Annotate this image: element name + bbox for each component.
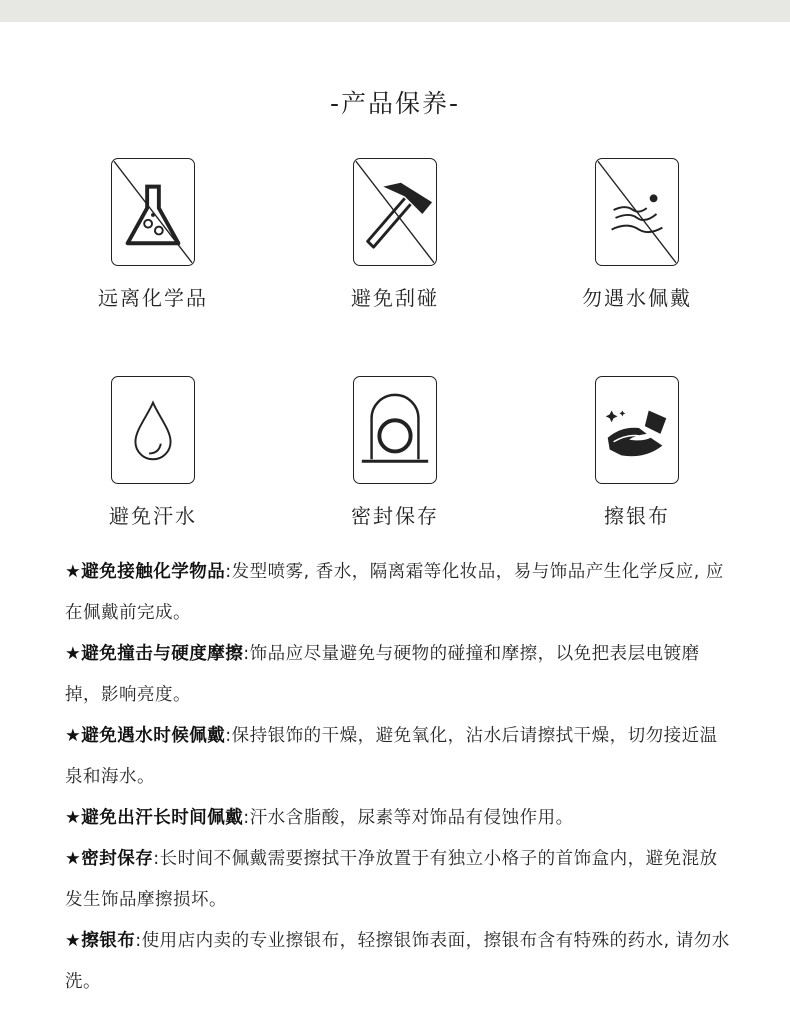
icon-frame bbox=[595, 158, 679, 266]
instruction-paragraph bbox=[65, 552, 730, 634]
card-label: 远离化学品 bbox=[98, 286, 208, 310]
instruction-body: :使用店内卖的专业擦银布，轻擦银饰表面，擦银布含有特殊的药水, 请勿水洗。 bbox=[65, 931, 730, 992]
water-wave-icon bbox=[596, 159, 678, 265]
instruction-heading: ★擦银布 bbox=[65, 931, 136, 951]
care-card-cloth bbox=[517, 376, 757, 529]
icon-frame bbox=[111, 376, 195, 484]
drop-icon bbox=[112, 377, 194, 483]
wipe-cloth-icon bbox=[596, 377, 678, 483]
instruction-body: :饰品应尽量避免与硬物的碰撞和摩擦，以免把表层电镀磨掉，影响亮度。 bbox=[65, 644, 700, 705]
instruction-body: :长时间不佩戴需要擦拭干净放置于有独立小格子的首饰盒内，避免混放发生饰品摩擦损坏。 bbox=[65, 849, 718, 910]
instruction-body: :汗水含脂酸，尿素等对饰品有侵蚀作用。 bbox=[243, 808, 574, 828]
hammer-icon bbox=[354, 159, 436, 265]
card-label: 擦银布 bbox=[604, 504, 670, 528]
card-label: 避免汗水 bbox=[109, 504, 197, 528]
instruction-paragraph bbox=[65, 798, 730, 839]
sealed-box-icon bbox=[354, 377, 436, 483]
card-label: 密封保存 bbox=[351, 504, 439, 528]
instruction-heading: ★避免接触化学物品 bbox=[65, 562, 226, 582]
icon-frame bbox=[111, 158, 195, 266]
icon-frame bbox=[595, 376, 679, 484]
instruction-paragraph bbox=[65, 921, 730, 1003]
instruction-paragraph bbox=[65, 634, 730, 716]
instruction-heading: ★密封保存 bbox=[65, 849, 154, 869]
care-card-sweat bbox=[33, 376, 273, 529]
care-card-scratch bbox=[275, 158, 515, 311]
icon-frame bbox=[353, 158, 437, 266]
instruction-body: :发型喷雾, 香水，隔离霜等化妆品，易与饰品产生化学反应, 应在佩戴前完成。 bbox=[65, 562, 724, 623]
instruction-paragraph bbox=[65, 716, 730, 798]
card-label: 避免刮碰 bbox=[351, 286, 439, 310]
care-card-seal bbox=[275, 376, 515, 529]
top-band bbox=[0, 0, 790, 22]
card-label: 勿遇水佩戴 bbox=[582, 286, 692, 310]
care-instructions bbox=[65, 552, 730, 1003]
care-card-water bbox=[517, 158, 757, 311]
instruction-heading: ★避免撞击与硬度摩擦 bbox=[65, 644, 244, 664]
instruction-heading: ★避免遇水时候佩戴 bbox=[65, 726, 226, 746]
instruction-paragraph bbox=[65, 839, 730, 921]
instruction-body: :保持银饰的干燥，避免氧化，沾水后请擦拭干燥，切勿接近温泉和海水。 bbox=[65, 726, 718, 787]
icon-frame bbox=[353, 376, 437, 484]
care-card-chemicals bbox=[33, 158, 273, 311]
flask-icon bbox=[112, 159, 194, 265]
instruction-heading: ★避免出汗长时间佩戴 bbox=[65, 808, 244, 828]
page-title: -产品保养- bbox=[329, 89, 461, 118]
